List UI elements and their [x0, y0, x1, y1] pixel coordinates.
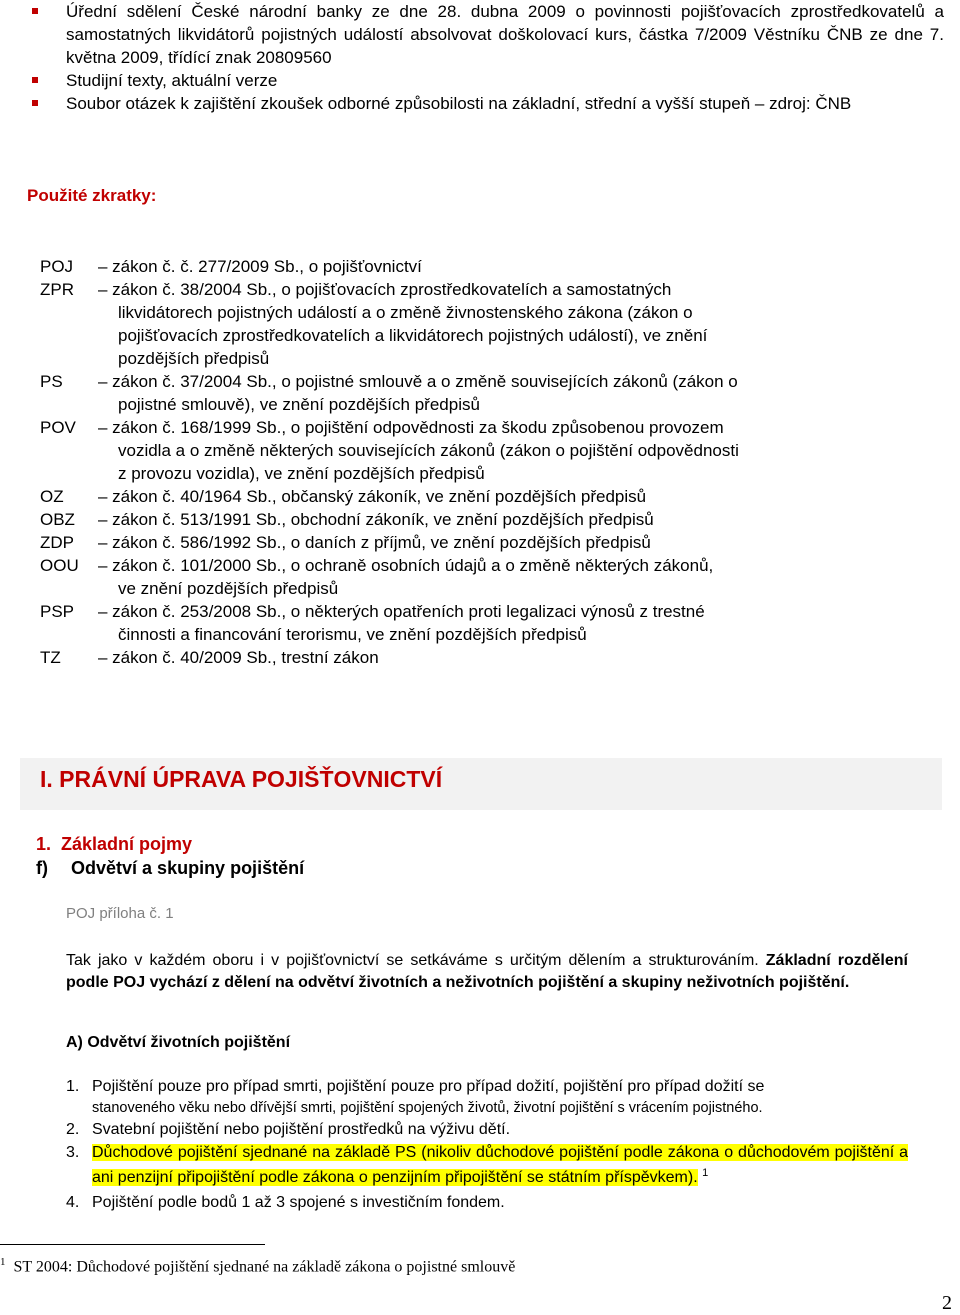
list-item: [66, 1119, 908, 1140]
bullet-text: Studijní texty, aktuální verze: [66, 71, 278, 90]
abbreviation-definition-continued: pozdějších předpisů: [118, 349, 270, 368]
abbreviation-code: ZDP: [40, 533, 74, 552]
abbreviation-code: OBZ: [40, 510, 75, 529]
subsection-title: Základní pojmy: [61, 834, 193, 854]
abbreviation-code: TZ: [40, 648, 61, 667]
list-item-text: Svatební pojištění nebo pojištění prostředků na výživu dětí.: [92, 1121, 511, 1138]
list-item: [66, 1076, 908, 1119]
list-item: [66, 1192, 908, 1213]
square-bullet-icon: [32, 8, 38, 14]
abbreviation-code: PS: [40, 372, 63, 391]
life-insurance-list: [66, 1076, 908, 1213]
abbreviation-definition: – zákon č. 513/1991 Sb., obchodní zákoník, ve znění pozdějších předpisů: [98, 510, 654, 529]
abbreviation-definition-continued: pojišťovacích zprostředkovatelích a likvidátorech pojistných událostí), ve znění: [118, 326, 708, 345]
abbreviation-definition: – zákon č. č. 277/2009 Sb., o pojišťovnictví: [98, 257, 422, 276]
abbreviation-definition: – zákon č. 101/2000 Sb., o ochraně osobních údajů a o změně některých zákonů,: [98, 556, 714, 575]
bullet-item: [0, 69, 293, 92]
list-item: [66, 1142, 908, 1188]
abbreviation-definition: – zákon č. 37/2004 Sb., o pojistné smlouvě a o změně souvisejících zákonů (zákon o: [98, 372, 738, 391]
abbreviation-definition: – zákon č. 253/2008 Sb., o některých opatřeních proti legalizaci výnosů z trestné: [98, 602, 705, 621]
footnote-reference[interactable]: 1: [702, 1167, 709, 1179]
list-item-number: 1.: [66, 1078, 80, 1095]
page-number: 2: [942, 1292, 952, 1314]
abbreviation-definition: – zákon č. 168/1999 Sb., o pojištění odpovědnosti za škodu způsobenou provozem: [98, 418, 724, 437]
footnote-number: 1: [0, 1256, 6, 1268]
life-insurance-heading: A) Odvětví životních pojištění: [66, 1034, 291, 1051]
legal-reference: POJ příloha č. 1: [66, 905, 174, 922]
intro-bold-text: Základní rozdělení podle POJ vychází z dělení na odvětví životních a neživotních pojištění a skupiny neživotních pojištění.: [66, 952, 908, 991]
footnote: [0, 1256, 515, 1276]
abbreviation-definition-continued: činnosti a financování terorismu, ve znění pozdějších předpisů: [118, 625, 587, 644]
list-item-text: Pojištění pouze pro případ smrti, pojištění pouze pro případ dožití, pojištění pro případ dožití se: [92, 1078, 765, 1095]
abbreviation-definition-continued: z provozu vozidla), ve znění pozdějších předpisů: [118, 464, 485, 483]
footnote-text: ST 2004: Důchodové pojištění sjednané na základě zákona o pojistné smlouvě: [13, 1258, 516, 1276]
bullet-text: Soubor otázek k zajištění zkoušek odborné způsobilosti na základní, střední a vyšší stupeň – zdroj: ČNB: [66, 94, 852, 113]
highlighted-text: Důchodové pojištění sjednané na základě PS (nikoliv důchodové pojištění podle zákona o důchodovém pojištění a ani penzijní připojištění podle zákona o penzijním připojištění se státním příspěvkem).: [92, 1144, 908, 1187]
bullet-item: [0, 0, 960, 69]
square-bullet-icon: [32, 100, 38, 106]
abbreviation-definition-continued: pojistné smlouvě), ve znění pozdějších předpisů: [118, 395, 480, 414]
abbreviation-definition: – zákon č. 40/2009 Sb., trestní zákon: [98, 648, 379, 667]
list-item-number: 3.: [66, 1144, 80, 1161]
abbreviation-code: PSP: [40, 602, 75, 621]
footnote-separator: [0, 1244, 265, 1245]
list-item-text: Pojištění podle bodů 1 až 3 spojené s investičním fondem.: [92, 1194, 505, 1212]
abbreviation-definition: – zákon č. 40/1964 Sb., občanský zákoník, ve znění pozdějších předpisů: [98, 487, 647, 506]
section-title: I. PRÁVNÍ ÚPRAVA POJIŠŤOVNICTVÍ: [40, 766, 443, 792]
intro-paragraph: [66, 950, 908, 994]
abbreviation-code: POJ: [40, 257, 74, 276]
list-item-number: 2.: [66, 1121, 80, 1138]
abbreviation-definition-continued: likvidátorech pojistných událostí a o změně živnostenského zákona (zákon o: [118, 303, 693, 322]
abbreviation-code: POV: [40, 418, 76, 437]
abbreviation-definition-continued: vozidla a o změně některých souvisejících zákonů (zákon o pojištění odpovědnosti: [118, 441, 739, 460]
subsubsection-label: f): [36, 858, 48, 878]
subsection-number: 1.: [36, 834, 52, 854]
subsubsection-heading: [36, 858, 304, 879]
abbreviation-definition: – zákon č. 586/1992 Sb., o daních z příjmů, ve znění pozdějších předpisů: [98, 533, 651, 552]
subsubsection-title: Odvětví a skupiny pojištění: [71, 858, 305, 878]
subsection-heading: [36, 834, 192, 855]
square-bullet-icon: [32, 77, 38, 83]
list-item-text-continued: stanoveného věku nebo dřívější smrti, pojištění spojených životů, životní pojištění s vrácením pojistného.: [92, 1100, 763, 1116]
abbreviation-definition: – zákon č. 38/2004 Sb., o pojišťovacích zprostředkovatelích a samostatných: [98, 280, 672, 299]
list-item-number: 4.: [66, 1194, 80, 1212]
bullet-text: Úřední sdělení České národní banky ze dne 28. dubna 2009 o povinnosti pojišťovacích zprostředkovatelů a samostatných likvidátorů pojistných událostí absolvovat doškolovací kurs, částka 7/2009 Věstníku ČNB ze dne 7. května 2009, třídící znak 20809560: [66, 2, 944, 67]
abbreviation-definition-continued: ve znění pozdějších předpisů: [118, 579, 339, 598]
abbreviations-heading: Použité zkratky:: [27, 186, 157, 205]
abbreviation-code: OOU: [40, 556, 79, 575]
bullet-item: [0, 92, 867, 115]
abbreviation-code: ZPR: [40, 280, 74, 299]
abbreviation-code: OZ: [40, 487, 64, 506]
intro-text: Tak jako v každém oboru i v pojišťovnictví se setkáváme s určitým dělením a strukturováním.: [66, 952, 766, 969]
